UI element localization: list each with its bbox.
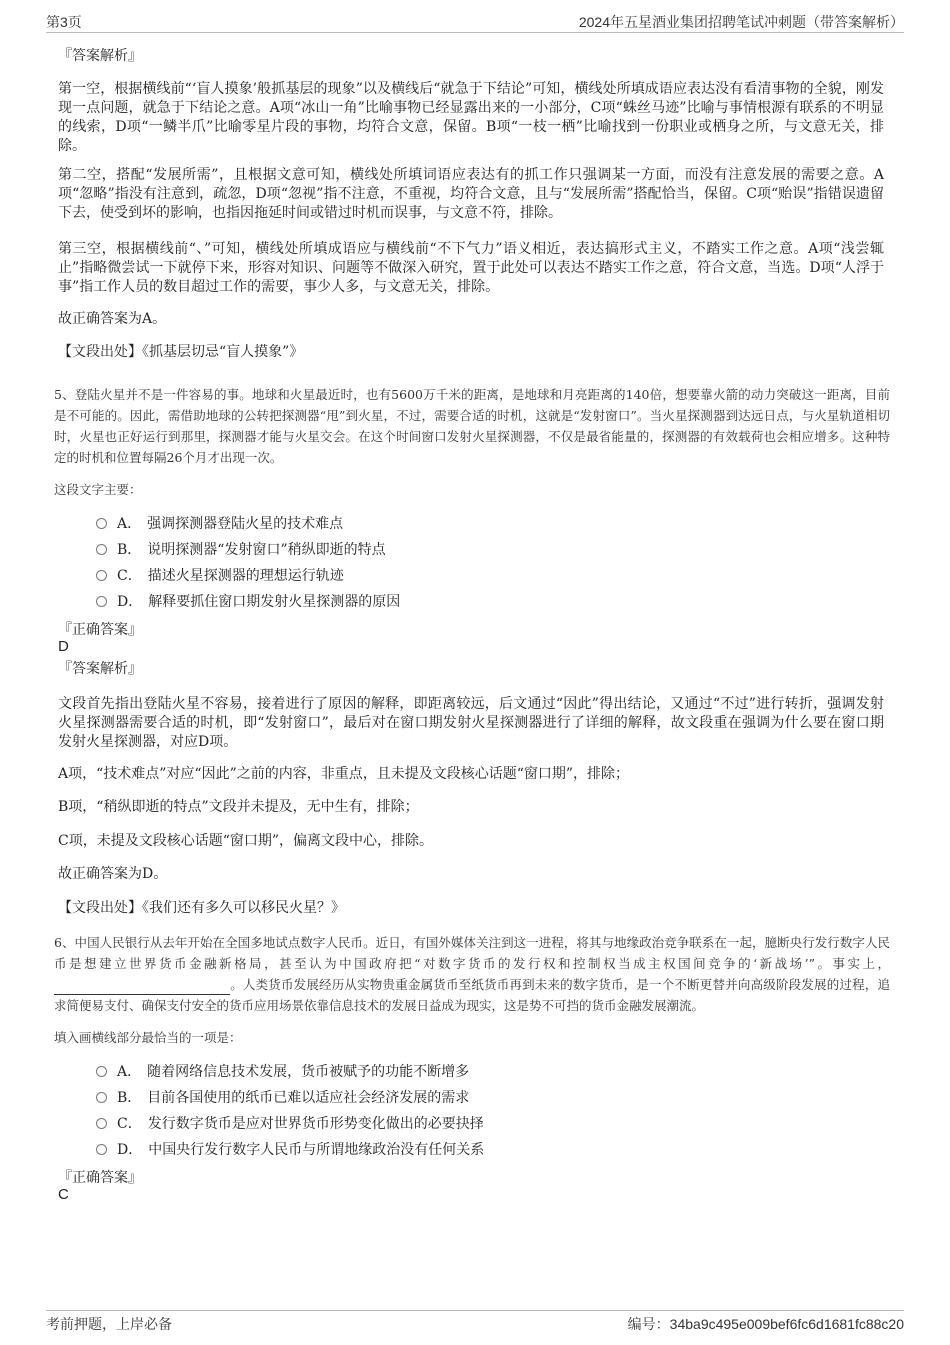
q5-question: 这段文字主要： [54, 482, 142, 497]
q5-option-b[interactable]: B． 说明探测器“发射窗口”稍纵即逝的特点 [96, 540, 386, 560]
q5-stem: 5、登陆火星并不是一件容易的事。地球和火星最近时，也有5600万千米的距离，是地球和月亮距离的140倍，想要靠火箭的动力突破这一距离，目前是不可能的。因此，需借助地球的公转把探测器“甩”到火星，不过，需要合适的时机，这就是“发射窗口”。当火星探测器到达远日点，与火星轨道相切时，火星也正好运行到那里，探测器才能与火星交会。在这个时间窗口发射火星探测器，不仅是最省能量的，探测器的有效载荷也会相应增多。这种特定的时机和位置每隔26个月才出现一次。 [54, 387, 890, 465]
q4-analysis-paragraph-3: 第三空，根据横线前“、”可知，横线处所填成语应与横线前“不下气力”语义相近，表达搞形式主义，不踏实工作之意。A项“浅尝辄止”指略微尝试一下就停下来，形容对知识、问题等不做深入研究，置于此处可以表达不踏实工作之意，符合文意，当选。D项“人浮于事”指工作人员的数目超过工作的需要，事少人多，与文意无关，排除。 [58, 241, 884, 295]
q6-stem: 6、中国人民银行从去年开始在全国多地试点数字人民币。近日，有国外媒体关注到这一进程，将其与地缘政治竞争联系在一起，臆断央行发行数字人民币是想建立世界货币金融新格局，甚至认为中国政府把“对数字货币的发行权和控制权当成主权国间竞争的‘新战场’”。事实上，。人类货币发展经历从实物贵重金属货币至纸货币再到未来的数字货币，是一个不断更替并向高级阶段发展的过程，追求简便易支付、确保支付安全的货币应用场景依靠信息技术的发展日益成为现实，这是势不可挡的货币金融发展潮流。 [54, 935, 890, 1013]
q5-conclusion: 故正确答案为D。 [58, 866, 168, 882]
document-title: 2024年五星酒业集团招聘笔试冲刺题（带答案解析） [578, 14, 904, 30]
radio-button[interactable] [96, 1092, 107, 1103]
q4-source: 【文段出处】《抓基层切忌“盲人摸象”》 [58, 344, 304, 360]
q5-correct-label: 『正确答案』 [58, 622, 142, 638]
fill-blank [54, 982, 230, 995]
q6-option-d[interactable]: D． 中国央行发行数字人民币与所谓地缘政治没有任何关系 [96, 1140, 484, 1160]
q4-analysis-paragraph-1: 第一空，根据横线前“‘盲人摸象’般抓基层的现象”以及横线后“就急于下结论”可知，横线处所填成语应表达没有看清事物的全貌，刚发现一点问题，就急于下结论之意。A项“冰山一角”比喻事物已经显露出来的一小部分，C项“蛛丝马迹”比喻与事情根源有联系的不明显的线索，D项“一鳞半爪”比喻零星片段的事物，均符合文意，保留。B项“一枝一栖”比喻找到一份职业或栖身之所，与文意无关，排除。 [58, 81, 884, 154]
radio-button[interactable] [96, 518, 107, 529]
radio-button[interactable] [96, 570, 107, 581]
radio-button[interactable] [96, 544, 107, 555]
q6-option-a[interactable]: A． 随着网络信息技术发展，货币被赋予的功能不断增多 [96, 1062, 469, 1082]
q5-analysis-paragraph: 文段首先指出登陆火星不容易，接着进行了原因的解释，即距离较远，后文通过“因此”得出结论，又通过“不过”进行转折，强调发射火星探测器需要合适的时机，即“发射窗口”，最后对在窗口期发射火星探测器进行了详细的解释，故文段重在强调为什么要在窗口期发射火星探测器，对应D项。 [58, 696, 884, 750]
q4-analysis-label: 『答案解析』 [58, 48, 142, 64]
document-id: 编号：34ba9c495e009bef6fc6d1681fc88c20 [627, 1316, 904, 1332]
q5-analysis-option-b: B项，“稍纵即逝的特点”文段并未提及，无中生有，排除； [58, 799, 419, 815]
q5-option-c[interactable]: C． 描述火星探测器的理想运行轨迹 [96, 566, 344, 586]
q6-option-b[interactable]: B． 目前各国使用的纸币已难以适应社会经济发展的需求 [96, 1088, 469, 1108]
q5-option-d[interactable]: D． 解释要抓住窗口期发射火星探测器的原因 [96, 592, 400, 612]
q5-analysis-label: 『答案解析』 [58, 661, 142, 677]
q6-answer: C [58, 1186, 69, 1203]
q6-question: 填入画横线部分最恰当的一项是： [54, 1030, 242, 1045]
q4-analysis-paragraph-2: 第二空，搭配“发展所需”，且根据文意可知，横线处所填词语应表达有的抓工作只强调某一方面，而没有注意发展的需要之意。A项“忽略”指没有注意到，疏忽，D项“忽视”指不注意，不重视，均符合文意，且与“发展所需”搭配恰当，保留。C项“贻误”指错误遗留下去，使受到坏的影响，也指因拖延时间或错过时机而误事，与文意不符，排除。 [58, 167, 884, 221]
radio-button[interactable] [96, 1118, 107, 1129]
q4-conclusion: 故正确答案为A。 [58, 311, 167, 327]
q5-analysis-option-a: A项，“技术难点”对应“因此”之前的内容，非重点，且未提及文段核心话题“窗口期”，排除； [58, 766, 630, 782]
q5-analysis-option-c: C项，未提及文段核心话题“窗口期”，偏离文段中心，排除。 [58, 833, 434, 849]
q5-source: 【文段出处】《我们还有多久可以移民火星？》 [58, 900, 345, 916]
q6-correct-label: 『正确答案』 [58, 1170, 142, 1186]
page-number: 第3页 [46, 14, 82, 30]
q5-answer: D [58, 638, 69, 655]
q5-option-a[interactable]: A． 强调探测器登陆火星的技术难点 [96, 514, 343, 534]
page-footer [46, 1310, 904, 1333]
radio-button[interactable] [96, 1144, 107, 1155]
radio-button[interactable] [96, 596, 107, 607]
radio-button[interactable] [96, 1066, 107, 1077]
footer-slogan: 考前押题，上岸必备 [46, 1316, 172, 1332]
page-header [46, 10, 904, 33]
q6-option-c[interactable]: C． 发行数字货币是应对世界货币形势变化做出的必要抉择 [96, 1114, 484, 1134]
